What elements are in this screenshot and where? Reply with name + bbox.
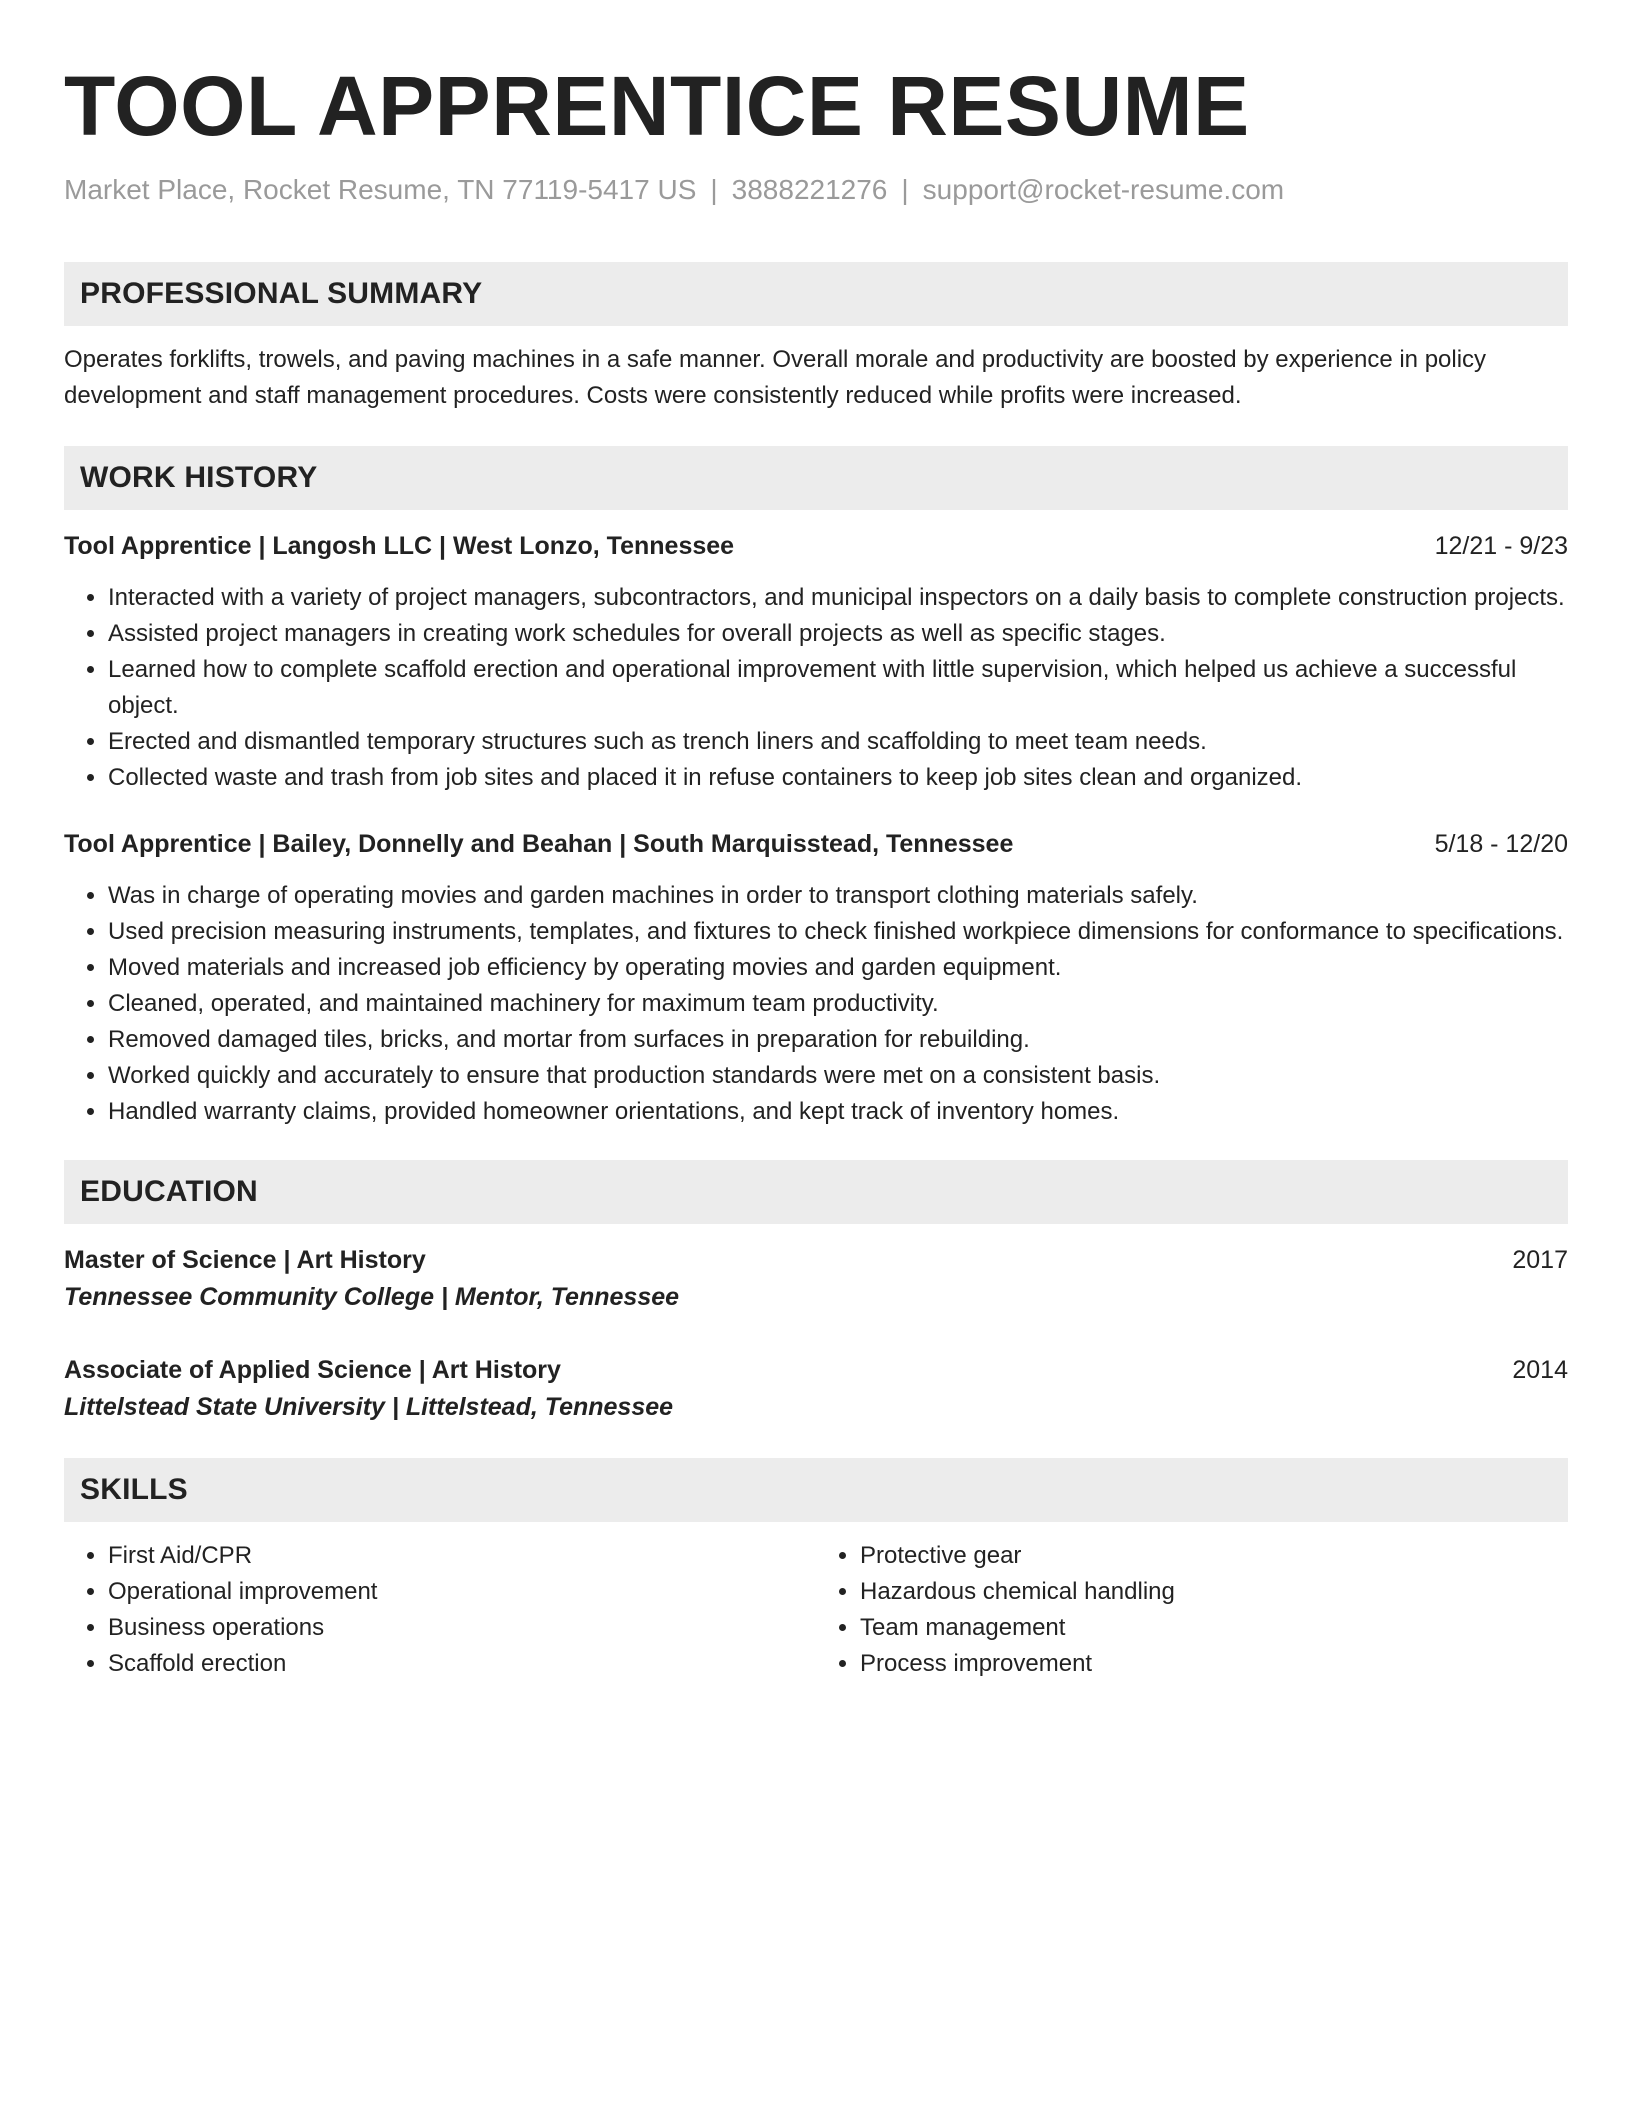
education-header [64,1242,1568,1278]
education-school: Tennessee Community College | Mentor, Tennessee [64,1283,680,1311]
job-dates: 5/18 - 12/20 [1434,830,1568,858]
skills-column-left [64,1538,816,1682]
skill-item: • First Aid/CPR [108,1538,816,1574]
job-bullet: • Removed damaged tiles, bricks, and mortar from surfaces in preparation for rebuilding. [108,1022,1568,1058]
education-degree: Master of Science | Art History [64,1246,426,1274]
job-bullet: • Learned how to complete scaffold erection and operational improvement with little supervision, which helped us achieve a successful object. [108,652,1568,724]
contact-line [64,172,1568,208]
job-header [64,528,1568,564]
job-bullets [64,878,1568,1130]
skill-item: • Process improvement [860,1646,1568,1682]
contact-phone: 3888221276 [731,174,888,205]
work-history-heading: WORK HISTORY [64,446,1568,510]
resume-title: TOOL APPRENTICE RESUME [64,59,1250,153]
skill-item: • Business operations [108,1610,816,1646]
job-bullet: • Worked quickly and accurately to ensure that production standards were met on a consistent basis. [108,1058,1568,1094]
education-degree: Associate of Applied Science | Art History [64,1356,561,1384]
job-header [64,826,1568,862]
job-bullet: • Moved materials and increased job efficiency by operating movies and garden equipment. [108,950,1568,986]
education-year: 2014 [1512,1356,1568,1384]
education-heading: EDUCATION [64,1160,1568,1224]
job-bullet: • Was in charge of operating movies and garden machines in order to transport clothing materials safely. [108,878,1568,914]
job-title: Tool Apprentice | Langosh LLC | West Lonzo, Tennessee [64,532,735,560]
education-school: Littelstead State University | Littelstead, Tennessee [64,1393,674,1421]
skills-list [64,1538,1568,1682]
skill-item: • Operational improvement [108,1574,816,1610]
job-dates: 12/21 - 9/23 [1434,532,1568,560]
job-entry [64,826,1568,1130]
job-bullet: • Collected waste and trash from job sites and placed it in refuse containers to keep job sites clean and organized. [108,760,1568,796]
job-entry [64,528,1568,796]
contact-separator: | [710,174,718,205]
summary-text: Operates forklifts, trowels, and paving machines in a safe manner. Overall morale and productivity are boosted by experience in policy development and staff management procedures. Costs were consistently reduced while profits were increased. [64,346,1487,409]
summary-heading: PROFESSIONAL SUMMARY [64,262,1568,326]
job-bullet: • Interacted with a variety of project managers, subcontractors, and municipal inspectors on a daily basis to complete construction projects. [108,580,1568,616]
skill-item: • Protective gear [860,1538,1568,1574]
skill-item: • Scaffold erection [108,1646,816,1682]
education-year: 2017 [1512,1246,1568,1274]
job-bullet: • Used precision measuring instruments, templates, and fixtures to check finished workpiece dimensions for conformance to specifications. [108,914,1568,950]
contact-separator: | [901,174,909,205]
skills-column-right [816,1538,1568,1682]
job-title: Tool Apprentice | Bailey, Donnelly and Beahan | South Marquisstead, Tennessee [64,830,1014,858]
skill-item: • Hazardous chemical handling [860,1574,1568,1610]
education-header [64,1352,1568,1388]
skills-heading: SKILLS [64,1458,1568,1522]
job-bullet: • Handled warranty claims, provided homeowner orientations, and kept track of inventory homes. [108,1094,1568,1130]
contact-address: Market Place, Rocket Resume, TN 77119-5417 US [64,174,697,205]
job-bullets [64,580,1568,796]
job-bullet: • Assisted project managers in creating work schedules for overall projects as well as specific stages. [108,616,1568,652]
contact-email: support@rocket-resume.com [922,174,1285,205]
education-entry [64,1242,1568,1316]
skill-item: • Team management [860,1610,1568,1646]
job-bullet: • Cleaned, operated, and maintained machinery for maximum team productivity. [108,986,1568,1022]
job-bullet: • Erected and dismantled temporary structures such as trench liners and scaffolding to meet team needs. [108,724,1568,760]
education-entry [64,1352,1568,1426]
